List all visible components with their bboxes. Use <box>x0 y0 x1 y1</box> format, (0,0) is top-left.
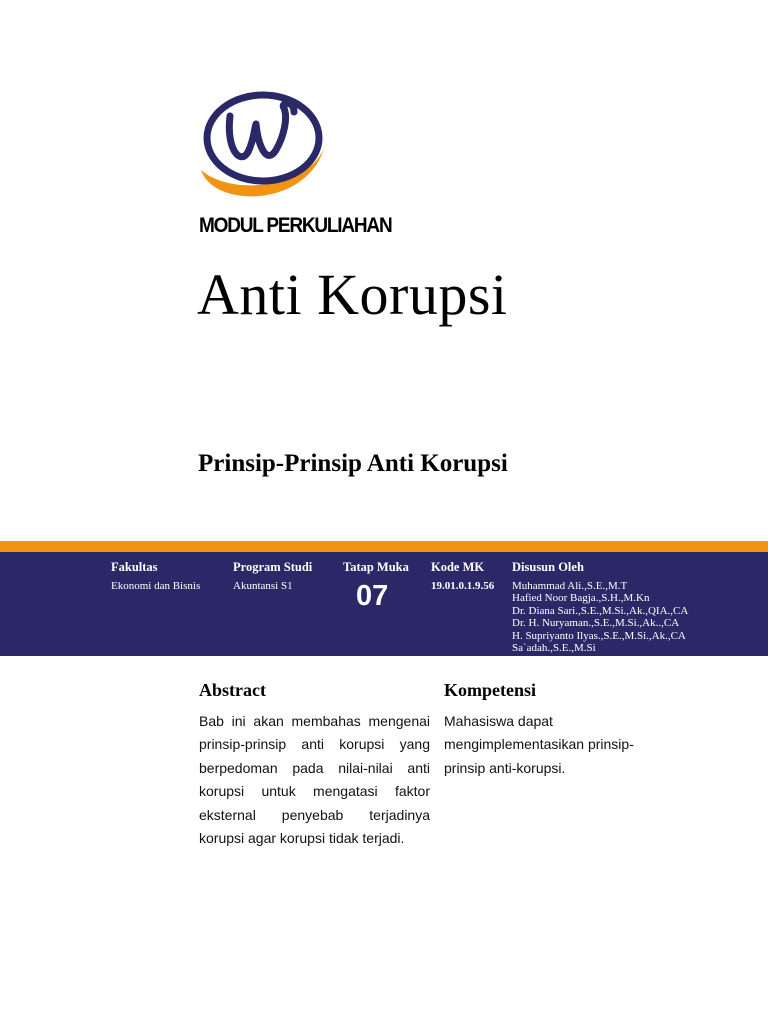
abstract-heading: Abstract <box>199 680 266 700</box>
university-logo <box>196 88 330 208</box>
kode-mk-column <box>431 560 494 592</box>
tatap-muka-value: 07 <box>356 580 389 612</box>
author-item: Dr. H. Nuryaman.,S.E.,M.Si.,Ak..,CA <box>512 617 680 630</box>
modul-label: MODUL PERKULIAHAN <box>199 214 392 238</box>
disusun-oleh-column <box>512 560 688 654</box>
kompetensi-heading: Kompetensi <box>444 680 536 700</box>
program-studi-value: Akuntansi S1 <box>233 580 293 592</box>
tatap-muka-header: Tatap Muka <box>343 560 409 574</box>
fakultas-value: Ekonomi dan Bisnis <box>111 580 201 592</box>
author-item: H. Supriyanto Ilyas.,S.E.,M.Si.,Ak.,CA <box>512 629 686 642</box>
course-info-band <box>0 552 768 656</box>
w-logo-icon <box>196 88 330 208</box>
document-title: Anti Korupsi <box>197 262 508 327</box>
disusun-oleh-header: Disusun Oleh <box>512 560 584 574</box>
author-item: Hafied Noor Bagja.,S.H.,M.Kn <box>512 592 650 605</box>
kode-mk-header: Kode MK <box>431 560 485 574</box>
author-list <box>512 580 688 654</box>
fakultas-column <box>111 560 200 592</box>
author-item: Muhammad Ali.,S.E.,M.T <box>512 580 628 592</box>
orange-divider <box>0 541 768 552</box>
author-item: Dr. Diana Sari.,S.E.,M.Si.,Ak.,QIA.,CA <box>512 604 689 617</box>
kompetensi-body: Mahasiswa dapat mengimplementasikan prinsip-prinsip anti-korupsi. <box>444 713 634 776</box>
program-studi-column <box>233 560 312 592</box>
abstract-body: Bab ini akan membahas mengenai prinsip-prinsip anti korupsi yang berpedoman pada nilai-nilai anti korupsi untuk mengatasi faktor eksternal penyebab terjadinya korupsi agar korupsi tidak terjadi. <box>199 713 430 847</box>
tatap-muka-column <box>343 560 409 580</box>
document-subtitle: Prinsip-Prinsip Anti Korupsi <box>198 450 508 477</box>
program-studi-header: Program Studi <box>233 560 313 574</box>
kode-mk-value: 19.01.0.1.9.56 <box>431 580 495 592</box>
author-item: Sa`adah.,S.E.,M.Si <box>512 642 596 655</box>
fakultas-header: Fakultas <box>111 560 158 574</box>
